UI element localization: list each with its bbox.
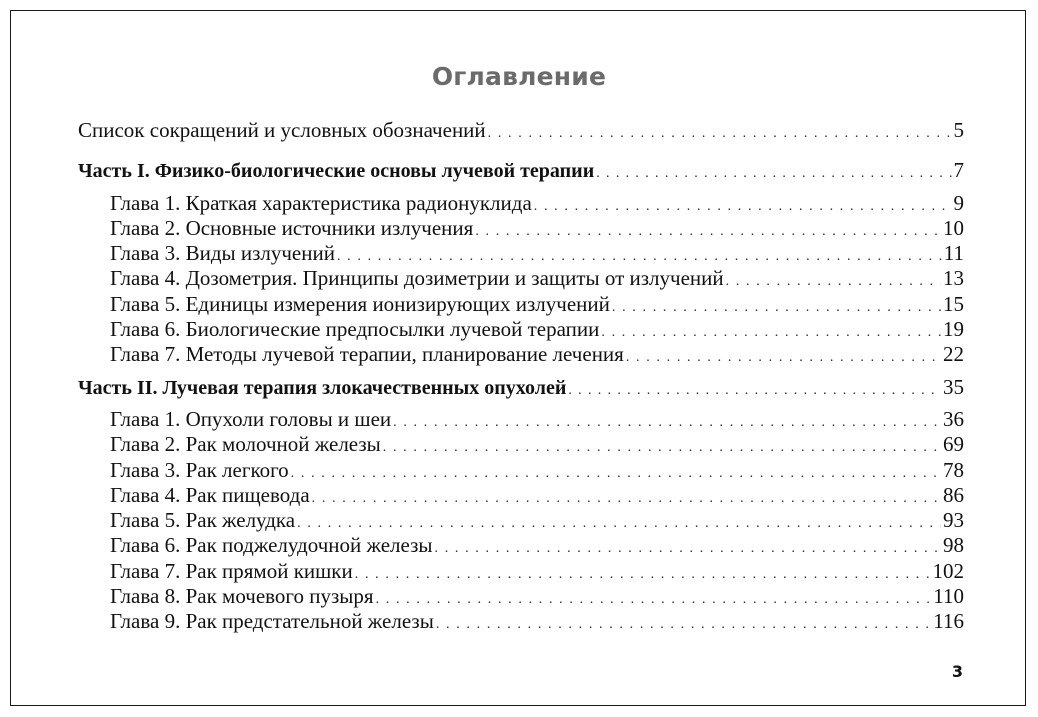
dot-leader — [393, 415, 941, 431]
toc-chapter[interactable] — [78, 407, 964, 432]
toc-chapter[interactable] — [78, 483, 964, 508]
dot-leader — [435, 541, 942, 557]
dot-leader — [355, 567, 931, 583]
dot-leader — [488, 126, 952, 142]
toc-entry-label: Глава 3. Рак легкого — [110, 457, 289, 482]
dot-leader — [568, 383, 941, 399]
toc-chapter[interactable] — [78, 292, 964, 317]
toc-entry-page: 19 — [943, 317, 964, 342]
toc-entry-page: 86 — [943, 482, 964, 507]
toc-entry-page: 11 — [943, 241, 964, 266]
toc-chapter[interactable] — [78, 191, 964, 216]
dot-leader — [337, 249, 942, 265]
dot-leader — [291, 466, 941, 482]
toc-entry-label: Глава 2. Основные источники излучения — [110, 215, 474, 240]
toc-part-1[interactable] — [78, 158, 964, 183]
toc-entry-label: Глава 4. Дозометрия. Принципы дозиметрии и защиты от излучений — [110, 266, 724, 291]
toc-chapter[interactable] — [78, 559, 964, 584]
toc-part-2[interactable] — [78, 375, 964, 400]
toc-entry-page: 5 — [953, 118, 964, 142]
toc-entry-label: Глава 6. Рак поджелудочной железы — [110, 533, 433, 558]
toc-entry-label: Глава 4. Рак пищевода — [110, 482, 310, 507]
dot-leader — [596, 166, 951, 182]
dot-leader — [436, 617, 931, 633]
toc-entry-label: Часть II. Лучевая терапия злокачественных опухолей — [78, 376, 567, 399]
toc-chapter[interactable] — [78, 533, 964, 558]
toc-chapter[interactable] — [78, 584, 964, 609]
toc-entry-label: Глава 7. Рак прямой кишки — [110, 558, 353, 583]
toc-entry-page: 102 — [932, 558, 964, 583]
toc-chapter[interactable] — [78, 508, 964, 533]
toc-entry-page: 9 — [953, 190, 964, 215]
dot-leader — [376, 592, 932, 608]
toc-entry-label: Глава 1. Опухоли головы и шеи — [110, 406, 392, 431]
toc-entry-page: 110 — [933, 584, 964, 609]
toc-entry-page: 10 — [943, 215, 964, 240]
dot-leader — [534, 199, 952, 215]
toc-chapter[interactable] — [78, 609, 964, 634]
dot-leader — [475, 224, 941, 240]
page-title: Оглавление — [431, 62, 607, 91]
toc-entry-label: Список сокращений и условных обозначений — [78, 118, 486, 142]
toc-entry-label: Глава 3. Виды излучений — [110, 241, 335, 266]
toc-entry-page: 69 — [943, 432, 964, 457]
toc-entry-abbreviations[interactable] — [78, 118, 964, 143]
toc-chapter[interactable] — [78, 317, 964, 342]
dot-leader — [612, 300, 941, 316]
dot-leader — [297, 516, 941, 532]
toc-entry-page: 35 — [943, 374, 964, 399]
toc-chapter[interactable] — [78, 342, 964, 367]
toc-entry-page: 7 — [953, 158, 964, 183]
toc-entry-label: Глава 2. Рак молочной железы — [110, 432, 381, 457]
dot-leader — [601, 325, 941, 341]
toc-chapter[interactable] — [78, 432, 964, 457]
toc-chapter[interactable] — [78, 266, 964, 291]
toc-entry-label: Глава 5. Единицы измерения ионизирующих излучений — [110, 291, 610, 316]
dot-leader — [726, 274, 941, 290]
dot-leader — [312, 491, 941, 507]
toc-chapter[interactable] — [78, 458, 964, 483]
dot-leader — [383, 440, 941, 456]
toc-entry-page: 13 — [943, 266, 964, 291]
toc-entry-page: 98 — [943, 533, 964, 558]
toc-entry-page: 93 — [943, 508, 964, 533]
page-number: 3 — [951, 662, 963, 681]
toc-entry-label: Глава 6. Биологические предпосылки лучевой терапии — [110, 317, 600, 342]
toc-entry-label: Часть I. Физико-биологические основы лучевой терапии — [78, 160, 595, 183]
toc-entry-label: Глава 9. Рак предстательной железы — [110, 609, 434, 634]
toc-entry-page: 15 — [943, 291, 964, 316]
toc-entry-label: Глава 1. Краткая характеристика радионуклида — [110, 190, 532, 215]
toc-entry-page: 22 — [943, 342, 964, 367]
dot-leader — [626, 350, 941, 366]
toc-entry-label: Глава 7. Методы лучевой терапии, планирование лечения — [110, 342, 624, 367]
table-of-contents — [78, 118, 964, 635]
toc-entry-page: 36 — [943, 406, 964, 431]
toc-entry-page: 116 — [933, 609, 964, 634]
toc-entry-label: Глава 5. Рак желудка — [110, 508, 296, 533]
toc-entry-label: Глава 8. Рак мочевого пузыря — [110, 584, 374, 609]
toc-chapter[interactable] — [78, 241, 964, 266]
toc-chapter[interactable] — [78, 216, 964, 241]
toc-entry-page: 78 — [943, 457, 964, 482]
